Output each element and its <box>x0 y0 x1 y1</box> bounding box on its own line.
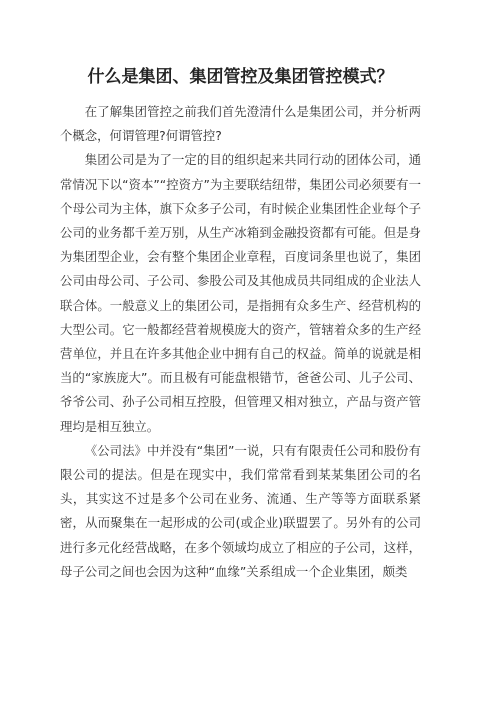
document-title: 什么是集团、集团管控及集团管控模式？ <box>87 67 394 87</box>
paragraph-intro: 在了解集团管控之前我们首先澄清什么是集团公司，并分析两个概念，何谓管理?何谓管控? <box>60 104 421 144</box>
paragraph-company-law: 《公司法》中并没有“集团”一说，只有有限责任公司和股份有限公司的提法。但是在现实中，我们常常看到某某集团公司的名头，其实这不过是多个公司在业务、流通、生产等等方面联系紧密，从而聚集在一起形成的公司(或企业)联盟罢了。另外有的公司进行多元化经营战略，在多个领域均成立了相应的子公司，这样，母子公司之间也会因为这种“血缘”关系组成一个企业集团，颇类 <box>60 442 421 579</box>
document-page <box>60 64 421 584</box>
paragraph-group-company-definition: 集团公司是为了一定的目的组织起来共同行动的团体公司，通常情况下以“资本”“控资方”为主要联结纽带，集团公司必须要有一个母公司为主体，旗下众多子公司，有时候企业集团性企业每个子公司的业务都千差万别，从生产冰箱到金融投资都有可能。但是身为集团型企业，会有整个集团企业章程，百度词条里也说了，集团公司由母公司、子公司、参股公司及其他成员共同组成的企业法人联合体。一般意义上的集团公司，是指拥有众多生产、经营机构的大型公司。它一般都经营着规模庞大的资产，管辖着众多的生产经营单位，并且在许多其他企业中拥有自己的权益。简单的说就是相当的“家族庞大”。而且极有可能盘根错节，爸爸公司、儿子公司、爷爷公司、孙子公司相互控股，但管理又相对独立，产品与资产管理均是相互独立。 <box>60 152 421 434</box>
